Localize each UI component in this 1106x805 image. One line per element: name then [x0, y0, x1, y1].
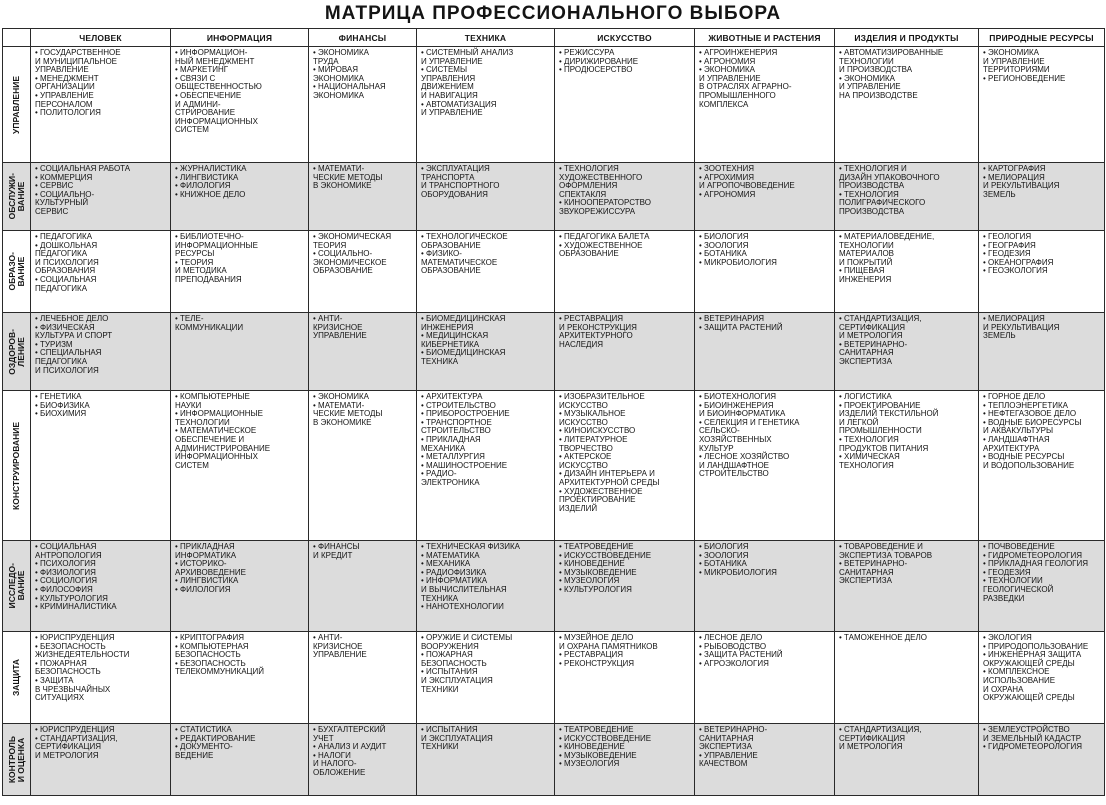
table-cell	[979, 163, 1105, 231]
corner-cell	[3, 29, 31, 47]
cell-text: • АНТИ- КРИЗИСНОЕ УПРАВЛЕНИЕ	[313, 633, 367, 660]
column-header-row	[3, 29, 1105, 47]
table-row	[3, 724, 1105, 796]
cell-text: • РЕЖИССУРА • ДИРИЖИРОВАНИЕ • ПРОДЮСЕРСТВО	[559, 48, 639, 75]
cell-text: • МАТЕРИАЛОВЕДЕНИЕ, ТЕХНОЛОГИИ МАТЕРИАЛОВ И ПОКРЫТИЙ • ПИЩЕВАЯ ИНЖЕНЕРИЯ	[839, 232, 935, 284]
row-label: ОБРАЗО- ВАНИЕ	[6, 252, 26, 291]
row-header	[3, 231, 31, 313]
table-cell	[555, 632, 695, 724]
cell-text: • МАТЕМАТИ- ЧЕСКИЕ МЕТОДЫ В ЭКОНОМИКЕ	[313, 164, 383, 191]
cell-text: • ТЕХНОЛОГИЧЕСКОЕ ОБРАЗОВАНИЕ • ФИЗИКО- МАТЕМАТИЧЕСКОЕ ОБРАЗОВАНИЕ	[421, 232, 508, 276]
cell-text: • ОРУЖИЕ И СИСТЕМЫ ВООРУЖЕНИЯ • ПОЖАРНАЯ БЕЗОПАСНОСТЬ • ИСПЫТАНИЯ И ЭКСПЛУАТАЦИЯ ТЕХНИКИ	[421, 633, 513, 694]
column-header: ЧЕЛОВЕК	[31, 29, 171, 47]
row-label: КОНТРОЛЬ И ОЦЕНКА	[6, 735, 26, 784]
row-header	[3, 632, 31, 724]
table-cell	[309, 163, 417, 231]
cell-text: • СТАНДАРТИЗАЦИЯ, СЕРТИФИКАЦИЯ И МЕТРОЛОГИЯ • ВЕТЕРИНАРНО- САНИТАРНАЯ ЭКСПЕРТИЗА	[839, 314, 922, 366]
table-cell	[417, 231, 555, 313]
table-cell	[171, 47, 309, 163]
cell-text: • СОЦИАЛЬНАЯ РАБОТА • КОММЕРЦИЯ • СЕРВИС • СОЦИАЛЬНО- КУЛЬТУРНЫЙ СЕРВИС	[35, 164, 131, 216]
cell-text: • ЭКОНОМИКА И УПРАВЛЕНИЕ ТЕРРИТОРИЯМИ • РЕГИОНОВЕДЕНИЕ	[983, 48, 1066, 83]
table-cell	[31, 724, 171, 796]
cell-text: • ГОРНОЕ ДЕЛО • ТЕПЛОЭНЕРГЕТИКА • НЕФТЕГАЗОВОЕ ДЕЛО • ВОДНЫЕ БИОРЕСУРСЫ И АКВАКУЛЬТУРЫ • ЛАНДШАФТНАЯ АРХИТЕКТУРА • ВОДНЫЕ РЕСУРСЫ И ВОДОПОЛЬЗОВАНИЕ	[983, 392, 1082, 470]
cell-text: • БИОЛОГИЯ • ЗООЛОГИЯ • БОТАНИКА • МИКРОБИОЛОГИЯ	[699, 542, 777, 577]
cell-text: • ТОВАРОВЕДЕНИЕ И ЭКСПЕРТИЗА ТОВАРОВ • ВЕТЕРИНАРНО- САНИТАРНАЯ ЭКСПЕРТИЗА	[839, 542, 933, 586]
cell-text: • ТЕХНОЛОГИЯ И ДИЗАЙН УПАКОВОЧНОГО ПРОИЗВОДСТВА • ТЕХНОЛОГИЯ ПОЛИГРАФИЧЕСКОГО ПРОИЗВОДСТВА	[839, 164, 940, 216]
cell-text: • БУХГАЛТЕРСКИЙ УЧЕТ • АНАЛИЗ И АУДИТ • НАЛОГИ И НАЛОГО- ОБЛОЖЕНИЕ	[313, 725, 387, 777]
cell-text: • ТЕХНИЧЕСКАЯ ФИЗИКА • МАТЕМАТИКА • МЕХАНИКА • РАДИОФИЗИКА • ИНФОРМАТИКА И ВЫЧИСЛИТЕЛЬНАЯ ТЕХНИКА • НАНОТЕХНОЛОГИИ	[421, 542, 520, 612]
column-header: ТЕХНИКА	[417, 29, 555, 47]
table-cell	[695, 47, 835, 163]
cell-text: • СТАТИСТИКА • РЕДАКТИРОВАНИЕ • ДОКУМЕНТО- ВЕДЕНИЕ	[175, 725, 256, 760]
table-cell	[417, 541, 555, 632]
cell-text: • ЭКОЛОГИЯ • ПРИРОДОПОЛЬЗОВАНИЕ • ИНЖЕНЕРНАЯ ЗАЩИТА ОКРУЖАЮЩЕЙ СРЕДЫ • КОМПЛЕКСНОЕ ИСПОЛЬЗОВАНИЕ И ОХРАНА ОКРУЖАЮЩЕЙ СРЕДЫ	[983, 633, 1089, 703]
cell-text: • СТАНДАРТИЗАЦИЯ, СЕРТИФИКАЦИЯ И МЕТРОЛОГИЯ	[839, 725, 922, 752]
cell-text: • ВЕТЕРИНАРНО- САНИТАРНАЯ ЭКСПЕРТИЗА • УПРАВЛЕНИЕ КАЧЕСТВОМ	[699, 725, 768, 769]
table-cell	[417, 724, 555, 796]
table-row	[3, 231, 1105, 313]
table-cell	[309, 47, 417, 163]
column-header: ИСКУССТВО	[555, 29, 695, 47]
cell-text: • ГЕНЕТИКА • БИОФИЗИКА • БИОХИМИЯ	[35, 392, 90, 419]
table-cell	[695, 313, 835, 391]
table-cell	[31, 541, 171, 632]
table-cell	[31, 391, 171, 541]
profession-matrix	[2, 28, 1105, 796]
table-row	[3, 391, 1105, 541]
row-header	[3, 541, 31, 632]
table-cell	[555, 231, 695, 313]
cell-text: • ТАМОЖЕННОЕ ДЕЛО	[839, 633, 927, 642]
table-cell	[31, 313, 171, 391]
cell-text: • ПЕДАГОГИКА БАЛЕТА • ХУДОЖЕСТВЕННОЕ ОБРАЗОВАНИЕ	[559, 232, 650, 259]
cell-text: • ФИНАНСЫ И КРЕДИТ	[313, 542, 360, 560]
table-cell	[979, 313, 1105, 391]
table-cell	[31, 231, 171, 313]
table-cell	[555, 47, 695, 163]
table-cell	[31, 47, 171, 163]
row-header	[3, 313, 31, 391]
table-cell	[309, 541, 417, 632]
cell-text: • ТЕХНОЛОГИЯ ХУДОЖЕСТВЕННОГО ОФОРМЛЕНИЯ СПЕКТАКЛЯ • КИНООПЕРАТОРСТВО ЗВУКОРЕЖИССУРА	[559, 164, 651, 216]
table-cell	[309, 313, 417, 391]
cell-text: • СИСТЕМНЫЙ АНАЛИЗ И УПРАВЛЕНИЕ • СИСТЕМЫ УПРАВЛЕНИЯ ДВИЖЕНИЕМ И НАВИГАЦИЯ • АВТОМАТИЗАЦИЯ И УПРАВЛЕНИЕ	[421, 48, 514, 118]
table-row	[3, 163, 1105, 231]
table-cell	[171, 541, 309, 632]
row-label: ЗАЩИТА	[11, 658, 21, 697]
table-cell	[979, 541, 1105, 632]
table-cell	[835, 724, 979, 796]
row-label: КОНСТРУИРОВАНИЕ	[11, 421, 21, 510]
cell-text: • ТЕАТРОВЕДЕНИЕ • ИСКУССТВОВЕДЕНИЕ • КИНОВЕДЕНИЕ • МУЗЫКОВЕДЕНИЕ • МУЗЕОЛОГИЯ	[559, 725, 652, 769]
table-cell	[417, 163, 555, 231]
table-cell	[695, 391, 835, 541]
cell-text: • ЭКСПЛУАТАЦИЯ ТРАНСПОРТА И ТРАНСПОРТНОГО ОБОРУДОВАНИЯ	[421, 164, 500, 199]
table-cell	[417, 313, 555, 391]
column-header: ЖИВОТНЫЕ И РАСТЕНИЯ	[695, 29, 835, 47]
table-cell	[695, 163, 835, 231]
table-cell	[979, 47, 1105, 163]
table-row	[3, 47, 1105, 163]
table-cell	[835, 231, 979, 313]
table-cell	[555, 391, 695, 541]
column-header: ПРИРОДНЫЕ РЕСУРСЫ	[979, 29, 1105, 47]
table-cell	[171, 231, 309, 313]
cell-text: • РЕСТАВРАЦИЯ И РЕКОНСТРУКЦИЯ АРХИТЕКТУРНОГО НАСЛЕДИЯ	[559, 314, 637, 349]
table-cell	[695, 541, 835, 632]
cell-text: • БИОМЕДИЦИНСКАЯ ИНЖЕНЕРИЯ • МЕДИЦИНСКАЯ КИБЕРНЕТИКА • БИОМЕДИЦИНСКАЯ ТЕХНИКА	[421, 314, 506, 366]
column-header: ИЗДЕЛИЯ И ПРОДУКТЫ	[835, 29, 979, 47]
table-cell	[309, 724, 417, 796]
cell-text: • ГЕОЛОГИЯ • ГЕОГРАФИЯ • ГЕОДЕЗИЯ • ОКЕАНОГРАФИЯ • ГЕОЭКОЛОГИЯ	[983, 232, 1054, 276]
table-cell	[171, 632, 309, 724]
row-label: ИССЛЕДО- ВАНИЕ	[6, 563, 26, 609]
cell-text: • ЖУРНАЛИСТИКА • ЛИНГВИСТИКА • ФИЛОЛОГИЯ • КНИЖНОЕ ДЕЛО	[175, 164, 247, 199]
cell-text: • АНТИ- КРИЗИСНОЕ УПРАВЛЕНИЕ	[313, 314, 367, 341]
table-cell	[835, 47, 979, 163]
table-cell	[171, 313, 309, 391]
table-cell	[835, 313, 979, 391]
table-cell	[309, 231, 417, 313]
cell-text: • КАРТОГРАФИЯ • МЕЛИОРАЦИЯ И РЕКУЛЬТИВАЦИЯ ЗЕМЕЛЬ	[983, 164, 1060, 199]
cell-text: • ПОЧВОВЕДЕНИЕ • ГИДРОМЕТЕОРОЛОГИЯ • ПРИКЛАДНАЯ ГЕОЛОГИЯ • ГЕОДЕЗИЯ • ТЕХНОЛОГИИ ГЕОЛОГИЧЕСКОЙ РАЗВЕДКИ	[983, 542, 1089, 603]
cell-text: • ЛЕЧЕБНОЕ ДЕЛО • ФИЗИЧЕСКАЯ КУЛЬТУРА И СПОРТ • ТУРИЗМ • СПЕЦИАЛЬНАЯ ПЕДАГОГИКА И ПСИХОЛОГИЯ	[35, 314, 113, 375]
cell-text: • АГРОИНЖЕНЕРИЯ • АГРОНОМИЯ • ЭКОНОМИКА И УПРАВЛЕНИЕ В ОТРАСЛЯХ АГРАРНО- ПРОМЫШЛЕННОГО КОМПЛЕКСА	[699, 48, 792, 109]
table-cell	[555, 313, 695, 391]
row-header	[3, 391, 31, 541]
cell-text: • АВТОМАТИЗИРОВАННЫЕ ТЕХНОЛОГИИ И ПРОИЗВОДСТВА • ЭКОНОМИКА И УПРАВЛЕНИЕ НА ПРОИЗВОДСТВЕ	[839, 48, 944, 100]
table-cell	[31, 163, 171, 231]
column-header: ФИНАНСЫ	[309, 29, 417, 47]
table-cell	[695, 632, 835, 724]
cell-text: • ЭКОНОМИКА • МАТЕМАТИ- ЧЕСКИЕ МЕТОДЫ В ЭКОНОМИКЕ	[313, 392, 383, 427]
cell-text: • МУЗЕЙНОЕ ДЕЛО И ОХРАНА ПАМЯТНИКОВ • РЕСТАВРАЦИЯ • РЕКОНСТРУКЦИЯ	[559, 633, 658, 668]
row-label: ОЗДОРОВ- ЛЕНИЕ	[6, 328, 26, 375]
table-cell	[979, 391, 1105, 541]
cell-text: • ЭКОНОМИЧЕСКАЯ ТЕОРИЯ • СОЦИАЛЬНО- ЭКОНОМИЧЕСКОЕ ОБРАЗОВАНИЕ	[313, 232, 392, 276]
table-cell	[695, 231, 835, 313]
table-cell	[555, 541, 695, 632]
table-cell	[835, 632, 979, 724]
cell-text: • ЗЕМЛЕУСТРОЙСТВО И ЗЕМЕЛЬНЫЙ КАДАСТР • ГИДРОМЕТЕОРОЛОГИЯ	[983, 725, 1082, 752]
table-cell	[835, 541, 979, 632]
cell-text: • ИЗОБРАЗИТЕЛЬНОЕ ИСКУССТВО • МУЗЫКАЛЬНОЕ ИСКУССТВО • КИНОИСКУССТВО • ЛИТЕРАТУРНОЕ ТВОРЧЕСТВО • АКТЕРСКОЕ ИСКУССТВО • ДИЗАЙН ИНТЕРЬЕРА И АРХИТЕКТУРНОЙ СРЕДЫ • ХУДОЖЕСТВЕННОЕ ПРОЕКТИРОВАНИЕ ИЗДЕЛИЙ	[559, 392, 660, 513]
cell-text: • ЛОГИСТИКА • ПРОЕКТИРОВАНИЕ ИЗДЕЛИЙ ТЕКСТИЛЬНОЙ И ЛЕГКОЙ ПРОМЫШЛЕННОСТИ • ТЕХНОЛОГИЯ ПРОДУКТОВ ПИТАНИЯ • ХИМИЧЕСКАЯ ТЕХНОЛОГИЯ	[839, 392, 939, 470]
table-cell	[417, 632, 555, 724]
row-label: УПРАВЛЕНИЕ	[11, 75, 21, 134]
table-cell	[979, 632, 1105, 724]
table-cell	[171, 724, 309, 796]
table-cell	[555, 163, 695, 231]
cell-text: • МЕЛИОРАЦИЯ И РЕКУЛЬТИВАЦИЯ ЗЕМЕЛЬ	[983, 314, 1060, 341]
table-cell	[835, 391, 979, 541]
cell-text: • АРХИТЕКТУРА • СТРОИТЕЛЬСТВО • ПРИБОРОСТРОЕНИЕ • ТРАНСПОРТНОЕ СТРОИТЕЛЬСТВО • ПРИКЛАДНАЯ МЕХАНИКА • МЕТАЛЛУРГИЯ • МАШИНОСТРОЕНИЕ • РАДИО- ЭЛЕКТРОНИКА	[421, 392, 510, 487]
table-cell	[979, 231, 1105, 313]
cell-text: • ПРИКЛАДНАЯ ИНФОРМАТИКА • ИСТОРИКО- АРХИВОВЕДЕНИЕ • ЛИНГВИСТИКА • ФИЛОЛОГИЯ	[175, 542, 246, 594]
table-cell	[979, 724, 1105, 796]
cell-text: • ИНФОРМАЦИОН- НЫЙ МЕНЕДЖМЕНТ • МАРКЕТИНГ • СВЯЗИ С ОБЩЕСТВЕННОСТЬЮ • ОБЕСПЕЧЕНИЕ И АДМИНИ- СТРИРОВАНИЕ ИНФОРМАЦИОННЫХ СИСТЕМ	[175, 48, 262, 135]
cell-text: • БИБЛИОТЕЧНО- ИНФОРМАЦИОННЫЕ РЕСУРСЫ • ТЕОРИЯ И МЕТОДИКА ПРЕПОДАВАНИЯ	[175, 232, 258, 284]
column-header: ИНФОРМАЦИЯ	[171, 29, 309, 47]
cell-text: • ТЕАТРОВЕДЕНИЕ • ИСКУССТВОВЕДЕНИЕ • КИНОВЕДЕНИЕ • МУЗЫКОВЕДЕНИЕ • МУЗЕОЛОГИЯ • КУЛЬТУРОЛОГИЯ	[559, 542, 652, 594]
cell-text: • БИОТЕХНОЛОГИЯ • БИОИНЖЕНЕРИЯ И БИОИНФОРМАТИКА • СЕЛЕКЦИЯ И ГЕНЕТИКА СЕЛЬСКО- ХОЗЯЙСТВЕННЫХ КУЛЬТУР • ЛЕСНОЕ ХОЗЯЙСТВО И ЛАНДШАФТНОЕ СТРОИТЕЛЬСТВО	[699, 392, 800, 479]
table-cell	[417, 47, 555, 163]
cell-text: • ЗООТЕХНИЯ • АГРОХИМИЯ И АГРОПОЧВОВЕДЕНИЕ • АГРОНОМИЯ	[699, 164, 795, 199]
cell-text: • КРИПТОГРАФИЯ • КОМПЬЮТЕРНАЯ БЕЗОПАСНОСТЬ • БЕЗОПАСНОСТЬ ТЕЛЕКОММУНИКАЦИЙ	[175, 633, 264, 677]
table-row	[3, 541, 1105, 632]
table-cell	[31, 632, 171, 724]
cell-text: • ЮРИСПРУДЕНЦИЯ • БЕЗОПАСНОСТЬ ЖИЗНЕДЕЯТЕЛЬНОСТИ • ПОЖАРНАЯ БЕЗОПАСНОСТЬ • ЗАЩИТА В ЧРЕЗВЫЧАЙНЫХ СИТУАЦИЯХ	[35, 633, 130, 703]
table-row	[3, 313, 1105, 391]
table-cell	[835, 163, 979, 231]
cell-text: • ИСПЫТАНИЯ И ЭКСПЛУАТАЦИЯ ТЕХНИКИ	[421, 725, 493, 752]
table-cell	[171, 391, 309, 541]
table-cell	[309, 632, 417, 724]
page-title: МАТРИЦА ПРОФЕССИОНАЛЬНОГО ВЫБОРА	[324, 3, 782, 24]
cell-text: • СОЦИАЛЬНАЯ АНТРОПОЛОГИЯ • ПСИХОЛОГИЯ • ФИЗИОЛОГИЯ • СОЦИОЛОГИЯ • ФИЛОСОФИЯ • КУЛЬТУРОЛОГИЯ • КРИМИНАЛИСТИКА	[35, 542, 117, 612]
row-header	[3, 47, 31, 163]
table-cell	[555, 724, 695, 796]
cell-text: • ВЕТЕРИНАРИЯ • ЗАЩИТА РАСТЕНИЙ	[699, 314, 783, 332]
cell-text: • КОМПЬЮТЕРНЫЕ НАУКИ • ИНФОРМАЦИОННЫЕ ТЕХНОЛОГИИ • МАТЕМАТИЧЕСКОЕ ОБЕСПЕЧЕНИЕ И АДМИНИСТРИРОВАНИЕ ИНФОРМАЦИОННЫХ СИСТЕМ	[175, 392, 271, 470]
row-header	[3, 724, 31, 796]
row-header	[3, 163, 31, 231]
row-label: ОБСЛУЖИ- ВАНИЕ	[6, 173, 26, 220]
cell-text: • ПЕДАГОГИКА • ДОШКОЛЬНАЯ ПЕДАГОГИКА И ПСИХОЛОГИЯ ОБРАЗОВАНИЯ • СОЦИАЛЬНАЯ ПЕДАГОГИКА	[35, 232, 99, 293]
cell-text: • ЛЕСНОЕ ДЕЛО • РЫБОВОДСТВО • ЗАЩИТА РАСТЕНИЙ • АГРОЭКОЛОГИЯ	[699, 633, 783, 668]
cell-text: • ЮРИСПРУДЕНЦИЯ • СТАНДАРТИЗАЦИЯ, СЕРТИФИКАЦИЯ И МЕТРОЛОГИЯ	[35, 725, 118, 760]
table-cell	[171, 163, 309, 231]
table-cell	[695, 724, 835, 796]
cell-text: • ГОСУДАРСТВЕННОЕ И МУНИЦИПАЛЬНОЕ УПРАВЛЕНИЕ • МЕНЕДЖМЕНТ ОРГАНИЗАЦИИ • УПРАВЛЕНИЕ ПЕРСОНАЛОМ • ПОЛИТОЛОГИЯ	[35, 48, 121, 118]
table-cell	[309, 391, 417, 541]
cell-text: • БИОЛОГИЯ • ЗООЛОГИЯ • БОТАНИКА • МИКРОБИОЛОГИЯ	[699, 232, 777, 267]
cell-text: • ТЕЛЕ- КОММУНИКАЦИИ	[175, 314, 244, 332]
table-cell	[417, 391, 555, 541]
table-row	[3, 632, 1105, 724]
cell-text: • ЭКОНОМИКА ТРУДА • МИРОВАЯ ЭКОНОМИКА • НАЦИОНАЛЬНАЯ ЭКОНОМИКА	[313, 48, 386, 100]
